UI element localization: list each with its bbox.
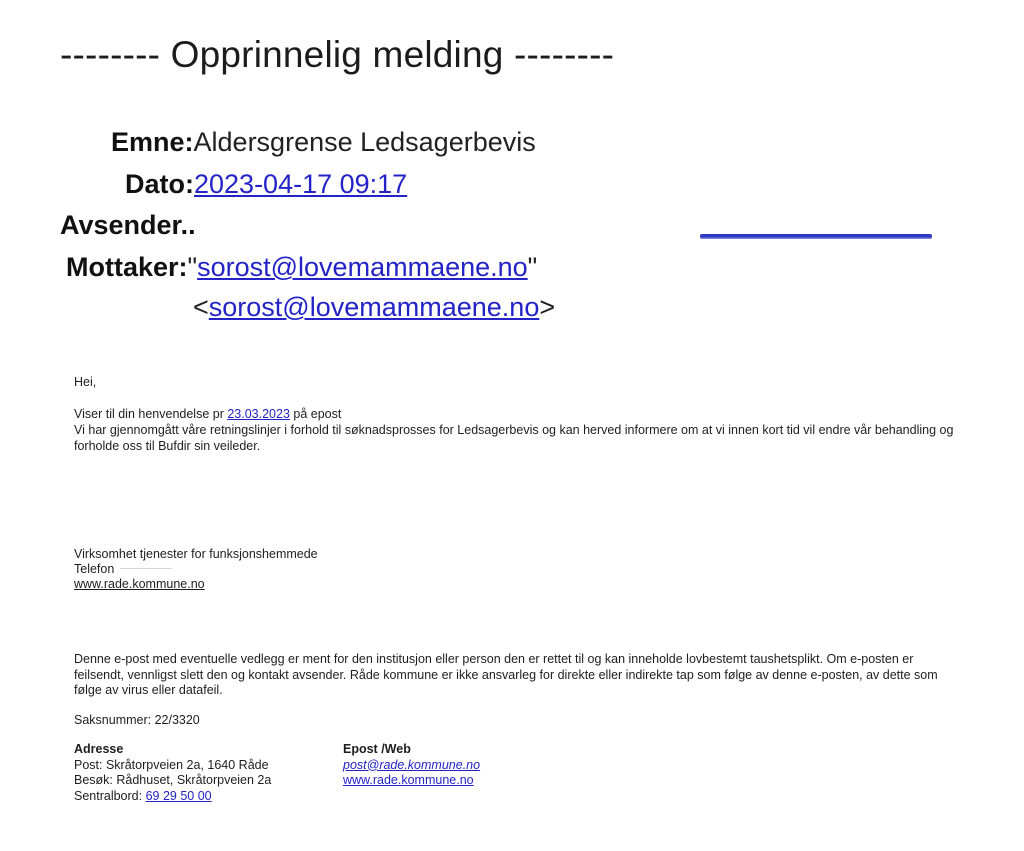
post-address: Post: Skråtorpveien 2a, 1640 Råde [74, 757, 269, 772]
recipient-row-2 [193, 290, 555, 324]
redacted-phone [120, 568, 172, 571]
footer-web-link[interactable]: www.rade.kommune.no [343, 773, 474, 787]
address-label: Adresse [74, 742, 124, 756]
case-number: Saksnummer: 22/3320 [74, 713, 200, 727]
signature-phone [74, 561, 172, 577]
signature-website [74, 576, 205, 592]
recipient-angle-open: < [193, 292, 209, 322]
recipient-quote-open: " [187, 252, 198, 282]
original-message-header: -------- Opprinnelig melding -------- [60, 34, 615, 75]
reference-line [74, 406, 341, 422]
date-row [125, 167, 407, 201]
redaction-mark [700, 234, 932, 239]
footer-email-link[interactable]: post@rade.kommune.no [343, 757, 481, 772]
subject-row [111, 125, 536, 159]
web-label: Epost /Web [343, 742, 411, 756]
signature-department: Virksomhet tjenester for funksjonshemmede [74, 547, 318, 561]
disclaimer: Denne e-post med eventuelle vedlegg er ment for den institusjon eller person den er rettet til og kan inneholde lovbestemt taushetsplikt. Om e-posten er feilsendt, vennligst slett den og kontakt avsender. Råde kommune er ikke ansvarleg for direkte eller indirekte tap som følge av denne e-posten, av dette som følge av virus eller datafeil. [74, 652, 938, 697]
body-paragraph: Vi har gjennomgått våre retningslinjer i forhold til søknadsprosses for Ledsagerbevis og kan herved informere om at vi innen kort tid vil endre vår behandling og forholde oss til Bufdir sin veileder. [74, 423, 954, 453]
greeting: Hei, [74, 375, 97, 389]
footer-web-column [343, 742, 480, 789]
signature-website-link[interactable]: www.rade.kommune.no [74, 577, 205, 591]
sender-row [60, 208, 196, 242]
footer-address-column [74, 742, 271, 804]
sender-label: Avsender.. [60, 210, 196, 240]
subject-value: Aldersgrense Ledsagerbevis [193, 127, 536, 157]
recipient-angle-close: > [539, 292, 556, 322]
recipient-row [66, 250, 537, 284]
reference-prefix: Viser til din henvendelse pr [74, 407, 228, 421]
subject-label: Emne: [111, 127, 194, 157]
switchboard [74, 789, 271, 805]
visit-address: Besøk: Rådhuset, Skråtorpveien 2a [74, 773, 272, 787]
recipient-quote-close: " [527, 252, 538, 282]
switchboard-number-link[interactable]: 69 29 50 00 [145, 788, 212, 803]
recipient-label: Mottaker: [66, 252, 188, 282]
reference-suffix: på epost [289, 407, 342, 421]
switchboard-label: Sentralbord: [74, 788, 146, 803]
recipient-email-link-2[interactable]: sorost@lovemammaene.no [208, 292, 540, 322]
reference-date-link[interactable]: 23.03.2023 [227, 407, 290, 421]
date-link[interactable]: 2023-04-17 09:17 [194, 169, 408, 199]
phone-label: Telefon [74, 562, 115, 576]
date-label: Dato: [125, 169, 194, 199]
recipient-email-link[interactable]: sorost@lovemammaene.no [197, 252, 528, 282]
